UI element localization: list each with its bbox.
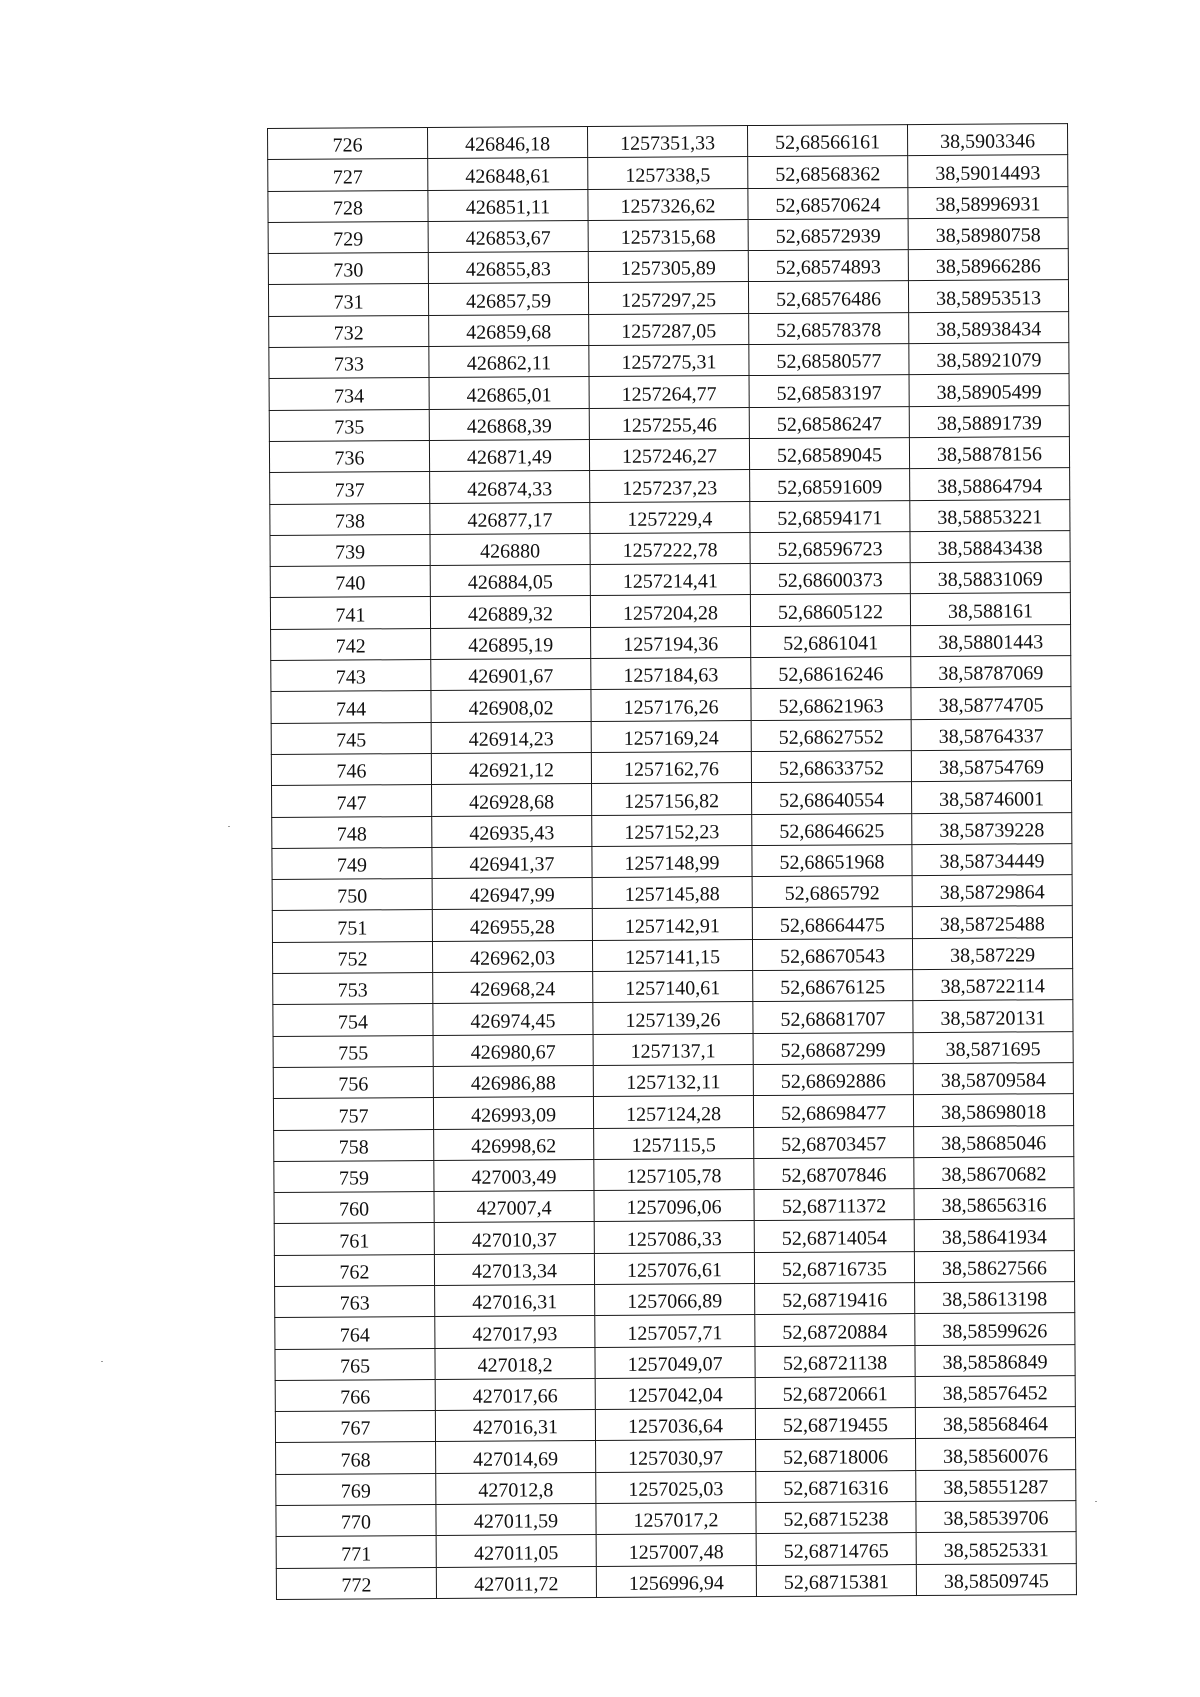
- longitude-cell: 38,58525331: [916, 1532, 1076, 1564]
- latitude-cell: 52,68719416: [755, 1283, 915, 1315]
- longitude-cell: 38,588161: [910, 593, 1070, 625]
- longitude-cell: 38,58764337: [911, 718, 1071, 750]
- table-row: [270, 562, 1070, 598]
- x-coordinate-cell: 426993,09: [433, 1097, 593, 1129]
- longitude-cell: 38,58843438: [910, 530, 1070, 562]
- x-coordinate-cell: 427016,31: [435, 1285, 595, 1317]
- y-coordinate-cell: 1257017,2: [596, 1503, 756, 1535]
- x-coordinate-cell: 426941,37: [432, 846, 592, 878]
- y-coordinate-cell: 1257184,63: [591, 658, 751, 690]
- latitude-cell: 52,68591609: [750, 469, 910, 501]
- coordinates-table-body: [268, 124, 1077, 1600]
- longitude-cell: 38,58613198: [915, 1282, 1075, 1314]
- point-number-cell: 762: [274, 1254, 434, 1286]
- table-row: [268, 155, 1068, 191]
- point-number-cell: 753: [273, 973, 433, 1005]
- y-coordinate-cell: 1257351,33: [587, 126, 747, 158]
- point-number-cell: 751: [272, 910, 432, 942]
- longitude-cell: 38,58853221: [910, 499, 1070, 531]
- latitude-cell: 52,68664475: [752, 907, 912, 939]
- table-row: [271, 718, 1071, 754]
- latitude-cell: 52,68707846: [754, 1157, 914, 1189]
- longitude-cell: 38,58539706: [916, 1501, 1076, 1533]
- x-coordinate-cell: 426921,12: [431, 752, 591, 784]
- table-row: [274, 1250, 1074, 1286]
- y-coordinate-cell: 1256996,94: [596, 1565, 756, 1597]
- table-row: [270, 530, 1070, 566]
- longitude-cell: 38,58864794: [910, 468, 1070, 500]
- y-coordinate-cell: 1257007,48: [596, 1534, 756, 1566]
- table-row: [269, 311, 1069, 347]
- y-coordinate-cell: 1257030,97: [596, 1440, 756, 1472]
- x-coordinate-cell: 426908,02: [431, 690, 591, 722]
- table-row: [268, 280, 1068, 316]
- x-coordinate-cell: 427011,72: [436, 1566, 596, 1598]
- point-number-cell: 733: [269, 347, 429, 379]
- y-coordinate-cell: 1257169,24: [591, 720, 751, 752]
- x-coordinate-cell: 427014,69: [436, 1441, 596, 1473]
- latitude-cell: 52,68718006: [756, 1439, 916, 1471]
- x-coordinate-cell: 427013,34: [434, 1253, 594, 1285]
- x-coordinate-cell: 426914,23: [431, 721, 591, 753]
- x-coordinate-cell: 426868,39: [429, 408, 589, 440]
- x-coordinate-cell: 426862,11: [429, 346, 589, 378]
- latitude-cell: 52,68596723: [750, 531, 910, 563]
- y-coordinate-cell: 1257287,05: [589, 313, 749, 345]
- longitude-cell: 38,58656316: [914, 1188, 1074, 1220]
- point-number-cell: 761: [274, 1223, 434, 1255]
- latitude-cell: 52,68605122: [750, 594, 910, 626]
- longitude-cell: 38,58966286: [908, 249, 1068, 281]
- latitude-cell: 52,68600373: [750, 563, 910, 595]
- longitude-cell: 38,58801443: [911, 624, 1071, 656]
- longitude-cell: 38,58905499: [909, 374, 1069, 406]
- x-coordinate-cell: 426877,17: [430, 502, 590, 534]
- longitude-cell: 38,58739228: [912, 812, 1072, 844]
- point-number-cell: 772: [276, 1567, 436, 1599]
- table-row: [273, 1094, 1073, 1130]
- latitude-cell: 52,68570624: [748, 187, 908, 219]
- x-coordinate-cell: 426980,67: [433, 1034, 593, 1066]
- point-number-cell: 728: [268, 190, 428, 222]
- longitude-cell: 38,58670682: [914, 1156, 1074, 1188]
- table-row: [275, 1375, 1075, 1411]
- y-coordinate-cell: 1257152,23: [592, 814, 752, 846]
- x-coordinate-cell: 426865,01: [429, 377, 589, 409]
- longitude-cell: 38,58980758: [908, 217, 1068, 249]
- latitude-cell: 52,68687299: [753, 1032, 913, 1064]
- point-number-cell: 770: [276, 1505, 436, 1537]
- scan-speck: [228, 826, 230, 827]
- latitude-cell: 52,68715238: [756, 1502, 916, 1534]
- y-coordinate-cell: 1257142,91: [592, 908, 752, 940]
- x-coordinate-cell: 427017,93: [435, 1316, 595, 1348]
- x-coordinate-cell: 426974,45: [433, 1003, 593, 1035]
- x-coordinate-cell: 426895,19: [431, 627, 591, 659]
- point-number-cell: 769: [276, 1473, 436, 1505]
- latitude-cell: 52,68646625: [752, 813, 912, 845]
- longitude-cell: 38,58734449: [912, 843, 1072, 875]
- table-row: [270, 593, 1070, 629]
- y-coordinate-cell: 1257204,28: [590, 595, 750, 627]
- y-coordinate-cell: 1257137,1: [593, 1033, 753, 1065]
- x-coordinate-cell: 426846,18: [428, 127, 588, 159]
- point-number-cell: 746: [271, 753, 431, 785]
- x-coordinate-cell: 426859,68: [429, 314, 589, 346]
- y-coordinate-cell: 1257275,31: [589, 345, 749, 377]
- point-number-cell: 747: [272, 785, 432, 817]
- latitude-cell: 52,68616246: [751, 657, 911, 689]
- point-number-cell: 735: [269, 409, 429, 441]
- table-row: [272, 812, 1072, 848]
- longitude-cell: 38,58831069: [910, 562, 1070, 594]
- y-coordinate-cell: 1257096,06: [594, 1190, 754, 1222]
- longitude-cell: 38,58586849: [915, 1344, 1075, 1376]
- x-coordinate-cell: 426874,33: [430, 471, 590, 503]
- point-number-cell: 768: [276, 1442, 436, 1474]
- table-row: [270, 468, 1070, 504]
- table-row: [269, 374, 1069, 410]
- table-row: [274, 1219, 1074, 1255]
- longitude-cell: 38,58698018: [913, 1094, 1073, 1126]
- longitude-cell: 38,58627566: [914, 1250, 1074, 1282]
- table-row: [271, 624, 1071, 660]
- y-coordinate-cell: 1257297,25: [588, 282, 748, 314]
- table-row: [275, 1282, 1075, 1318]
- latitude-cell: 52,68716735: [754, 1251, 914, 1283]
- longitude-cell: 38,58938434: [909, 311, 1069, 343]
- longitude-cell: 38,587229: [912, 937, 1072, 969]
- table-row: [268, 186, 1068, 222]
- point-number-cell: 750: [272, 879, 432, 911]
- x-coordinate-cell: 426901,67: [431, 659, 591, 691]
- latitude-cell: 52,68716316: [756, 1470, 916, 1502]
- latitude-cell: 52,68651968: [752, 844, 912, 876]
- table-row: [268, 217, 1068, 253]
- longitude-cell: 38,58551287: [916, 1469, 1076, 1501]
- longitude-cell: 38,5871695: [913, 1031, 1073, 1063]
- table-row: [272, 937, 1072, 973]
- longitude-cell: 38,58953513: [908, 280, 1068, 312]
- y-coordinate-cell: 1257176,26: [591, 689, 751, 721]
- x-coordinate-cell: 426935,43: [432, 815, 592, 847]
- latitude-cell: 52,68711372: [754, 1189, 914, 1221]
- latitude-cell: 52,68572939: [748, 218, 908, 250]
- x-coordinate-cell: 427017,66: [435, 1378, 595, 1410]
- x-coordinate-cell: 427007,4: [434, 1191, 594, 1223]
- latitude-cell: 52,68715381: [756, 1564, 916, 1596]
- table-row: [272, 906, 1072, 942]
- table-row: [272, 781, 1072, 817]
- longitude-cell: 38,58774705: [911, 687, 1071, 719]
- point-number-cell: 731: [268, 284, 428, 316]
- longitude-cell: 38,58921079: [909, 343, 1069, 375]
- table-row: [271, 687, 1071, 723]
- table-row: [275, 1313, 1075, 1349]
- point-number-cell: 748: [272, 816, 432, 848]
- x-coordinate-cell: 426884,05: [430, 565, 590, 597]
- point-number-cell: 765: [275, 1348, 435, 1380]
- longitude-cell: 38,58641934: [914, 1219, 1074, 1251]
- x-coordinate-cell: 426998,62: [434, 1128, 594, 1160]
- longitude-cell: 38,58996931: [908, 186, 1068, 218]
- table-row: [276, 1532, 1076, 1568]
- latitude-cell: 52,68586247: [749, 406, 909, 438]
- latitude-cell: 52,6861041: [751, 625, 911, 657]
- point-number-cell: 760: [274, 1192, 434, 1224]
- longitude-cell: 38,58720131: [913, 1000, 1073, 1032]
- latitude-cell: 52,68621963: [751, 688, 911, 720]
- point-number-cell: 763: [275, 1285, 435, 1317]
- scan-speck: [101, 1361, 103, 1362]
- table-row: [268, 124, 1068, 160]
- latitude-cell: 52,68670543: [752, 938, 912, 970]
- point-number-cell: 732: [269, 315, 429, 347]
- latitude-cell: 52,68719455: [755, 1408, 915, 1440]
- point-number-cell: 744: [271, 691, 431, 723]
- longitude-cell: 38,58709584: [913, 1062, 1073, 1094]
- y-coordinate-cell: 1257148,99: [592, 845, 752, 877]
- point-number-cell: 740: [270, 566, 430, 598]
- latitude-cell: 52,68698477: [753, 1095, 913, 1127]
- point-number-cell: 726: [268, 128, 428, 160]
- x-coordinate-cell: 426947,99: [432, 878, 592, 910]
- longitude-cell: 38,58576452: [915, 1375, 1075, 1407]
- y-coordinate-cell: 1257326,62: [588, 188, 748, 220]
- latitude-cell: 52,68676125: [753, 970, 913, 1002]
- table-row: [269, 343, 1069, 379]
- table-row: [274, 1125, 1074, 1161]
- point-number-cell: 741: [270, 597, 430, 629]
- x-coordinate-cell: 427016,31: [435, 1410, 595, 1442]
- x-coordinate-cell: 426855,83: [428, 252, 588, 284]
- latitude-cell: 52,68594171: [750, 500, 910, 532]
- x-coordinate-cell: 426889,32: [430, 596, 590, 628]
- y-coordinate-cell: 1257124,28: [593, 1096, 753, 1128]
- x-coordinate-cell: 426851,11: [428, 189, 588, 221]
- x-coordinate-cell: 426848,61: [428, 158, 588, 190]
- y-coordinate-cell: 1257214,41: [590, 564, 750, 596]
- y-coordinate-cell: 1257264,77: [589, 376, 749, 408]
- longitude-cell: 38,58599626: [915, 1313, 1075, 1345]
- latitude-cell: 52,68574893: [748, 250, 908, 282]
- latitude-cell: 52,68681707: [753, 1001, 913, 1033]
- latitude-cell: 52,68692886: [753, 1063, 913, 1095]
- point-number-cell: 729: [268, 221, 428, 253]
- y-coordinate-cell: 1257162,76: [591, 751, 751, 783]
- y-coordinate-cell: 1257025,03: [596, 1471, 756, 1503]
- longitude-cell: 38,58568464: [915, 1407, 1075, 1439]
- latitude-cell: 52,68568362: [748, 156, 908, 188]
- x-coordinate-cell: 426962,03: [432, 940, 592, 972]
- table-row: [271, 750, 1071, 786]
- point-number-cell: 758: [274, 1129, 434, 1161]
- x-coordinate-cell: 426853,67: [428, 220, 588, 252]
- table-row: [276, 1501, 1076, 1537]
- longitude-cell: 38,58725488: [912, 906, 1072, 938]
- y-coordinate-cell: 1257140,61: [593, 971, 753, 1003]
- x-coordinate-cell: 426880: [430, 533, 590, 565]
- y-coordinate-cell: 1257115,5: [594, 1127, 754, 1159]
- longitude-cell: 38,58509745: [916, 1563, 1076, 1595]
- y-coordinate-cell: 1257076,61: [594, 1252, 754, 1284]
- latitude-cell: 52,68714765: [756, 1533, 916, 1565]
- latitude-cell: 52,68589045: [749, 438, 909, 470]
- longitude-cell: 38,58746001: [912, 781, 1072, 813]
- y-coordinate-cell: 1257222,78: [590, 532, 750, 564]
- latitude-cell: 52,6865792: [752, 876, 912, 908]
- x-coordinate-cell: 426871,49: [429, 440, 589, 472]
- latitude-cell: 52,68640554: [752, 782, 912, 814]
- table-row: [275, 1407, 1075, 1443]
- y-coordinate-cell: 1257141,15: [592, 939, 752, 971]
- table-row: [270, 499, 1070, 535]
- point-number-cell: 755: [273, 1035, 433, 1067]
- x-coordinate-cell: 426955,28: [432, 909, 592, 941]
- x-coordinate-cell: 427011,05: [436, 1535, 596, 1567]
- y-coordinate-cell: 1257246,27: [589, 439, 749, 471]
- longitude-cell: 38,58754769: [911, 750, 1071, 782]
- latitude-cell: 52,68720884: [755, 1314, 915, 1346]
- y-coordinate-cell: 1257145,88: [592, 877, 752, 909]
- point-number-cell: 743: [271, 660, 431, 692]
- x-coordinate-cell: 427011,59: [436, 1504, 596, 1536]
- x-coordinate-cell: 427003,49: [434, 1159, 594, 1191]
- latitude-cell: 52,68627552: [751, 719, 911, 751]
- latitude-cell: 52,68714054: [754, 1220, 914, 1252]
- table-row: [276, 1438, 1076, 1474]
- y-coordinate-cell: 1257156,82: [592, 783, 752, 815]
- latitude-cell: 52,68576486: [748, 281, 908, 313]
- table-row: [273, 1031, 1073, 1067]
- latitude-cell: 52,68720661: [755, 1376, 915, 1408]
- table-row: [274, 1188, 1074, 1224]
- y-coordinate-cell: 1257066,89: [595, 1284, 755, 1316]
- longitude-cell: 38,58787069: [911, 656, 1071, 688]
- x-coordinate-cell: 427012,8: [436, 1472, 596, 1504]
- y-coordinate-cell: 1257049,07: [595, 1346, 755, 1378]
- latitude-cell: 52,68580577: [749, 344, 909, 376]
- y-coordinate-cell: 1257086,33: [594, 1221, 754, 1253]
- table-row: [269, 437, 1069, 473]
- point-number-cell: 739: [270, 534, 430, 566]
- latitude-cell: 52,68633752: [751, 751, 911, 783]
- y-coordinate-cell: 1257036,64: [595, 1409, 755, 1441]
- table-row: [271, 656, 1071, 692]
- y-coordinate-cell: 1257315,68: [588, 219, 748, 251]
- table-row: [272, 843, 1072, 879]
- y-coordinate-cell: 1257057,71: [595, 1315, 755, 1347]
- table-row: [273, 969, 1073, 1005]
- latitude-cell: 52,68566161: [747, 125, 907, 157]
- y-coordinate-cell: 1257255,46: [589, 407, 749, 439]
- y-coordinate-cell: 1257229,4: [590, 501, 750, 533]
- latitude-cell: 52,68583197: [749, 375, 909, 407]
- y-coordinate-cell: 1257194,36: [591, 626, 751, 658]
- longitude-cell: 38,59014493: [908, 155, 1068, 187]
- point-number-cell: 757: [273, 1098, 433, 1130]
- latitude-cell: 52,68703457: [754, 1126, 914, 1158]
- table-row: [275, 1344, 1075, 1380]
- longitude-cell: 38,5903346: [907, 124, 1067, 156]
- y-coordinate-cell: 1257305,89: [588, 251, 748, 283]
- x-coordinate-cell: 426986,88: [433, 1065, 593, 1097]
- x-coordinate-cell: 426857,59: [428, 283, 588, 315]
- point-number-cell: 730: [268, 253, 428, 285]
- table-row: [269, 405, 1069, 441]
- point-number-cell: 745: [271, 722, 431, 754]
- y-coordinate-cell: 1257237,23: [590, 470, 750, 502]
- point-number-cell: 734: [269, 378, 429, 410]
- longitude-cell: 38,58722114: [913, 969, 1073, 1001]
- x-coordinate-cell: 426928,68: [432, 784, 592, 816]
- longitude-cell: 38,58878156: [909, 437, 1069, 469]
- point-number-cell: 766: [275, 1379, 435, 1411]
- point-number-cell: 759: [274, 1160, 434, 1192]
- x-coordinate-cell: 426968,24: [433, 972, 593, 1004]
- latitude-cell: 52,68578378: [749, 312, 909, 344]
- table-row: [272, 875, 1072, 911]
- point-number-cell: 742: [271, 628, 431, 660]
- table-row: [276, 1563, 1076, 1599]
- point-number-cell: 756: [273, 1066, 433, 1098]
- y-coordinate-cell: 1257105,78: [594, 1158, 754, 1190]
- table-row: [274, 1156, 1074, 1192]
- x-coordinate-cell: 427018,2: [435, 1347, 595, 1379]
- table-row: [273, 1000, 1073, 1036]
- longitude-cell: 38,58729864: [912, 875, 1072, 907]
- longitude-cell: 38,58560076: [916, 1438, 1076, 1470]
- longitude-cell: 38,58685046: [914, 1125, 1074, 1157]
- point-number-cell: 752: [272, 941, 432, 973]
- table-row: [273, 1062, 1073, 1098]
- x-coordinate-cell: 427010,37: [434, 1222, 594, 1254]
- point-number-cell: 736: [269, 440, 429, 472]
- y-coordinate-cell: 1257132,11: [593, 1064, 753, 1096]
- coordinates-table: [267, 123, 1077, 1600]
- point-number-cell: 754: [273, 1004, 433, 1036]
- latitude-cell: 52,68721138: [755, 1345, 915, 1377]
- y-coordinate-cell: 1257338,5: [588, 157, 748, 189]
- y-coordinate-cell: 1257042,04: [595, 1377, 755, 1409]
- table-row: [268, 249, 1068, 285]
- point-number-cell: 737: [270, 472, 430, 504]
- point-number-cell: 749: [272, 847, 432, 879]
- point-number-cell: 738: [270, 503, 430, 535]
- scan-speck: [1095, 1501, 1097, 1502]
- table-row: [276, 1469, 1076, 1505]
- point-number-cell: 767: [275, 1411, 435, 1443]
- longitude-cell: 38,58891739: [909, 405, 1069, 437]
- point-number-cell: 764: [275, 1317, 435, 1349]
- point-number-cell: 727: [268, 159, 428, 191]
- y-coordinate-cell: 1257139,26: [593, 1002, 753, 1034]
- point-number-cell: 771: [276, 1536, 436, 1568]
